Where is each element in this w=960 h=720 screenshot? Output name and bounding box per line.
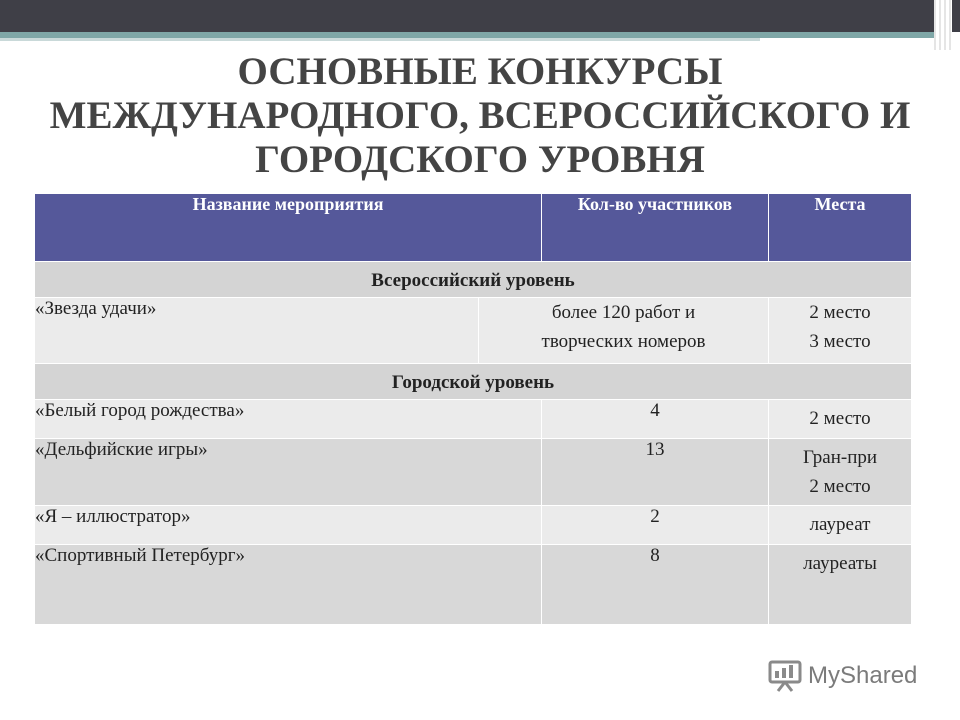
event-name: «Я – иллюстратор» xyxy=(35,506,542,545)
header-event-name: Название мероприятия xyxy=(35,194,542,262)
event-places: 2 место xyxy=(769,400,912,439)
contests-table xyxy=(34,193,912,625)
header-participants: Кол-во участников xyxy=(542,194,769,262)
event-name: «Звезда удачи» xyxy=(35,298,479,364)
event-places: лауреат xyxy=(769,506,912,545)
event-participants: более 120 работ и творческих номеров xyxy=(479,298,769,364)
event-places: лауреаты xyxy=(769,545,912,625)
event-participants: 8 xyxy=(542,545,769,625)
presentation-icon xyxy=(768,659,802,693)
header-places: Места xyxy=(769,194,912,262)
event-name: «Белый город рождества» xyxy=(35,400,542,439)
event-places: 2 место 3 место xyxy=(769,298,912,364)
section-all-russia: Всероссийский уровень xyxy=(35,262,912,298)
decorative-stripes xyxy=(934,0,952,50)
event-name: «Дельфийские игры» xyxy=(35,439,542,506)
accent-line-light xyxy=(0,38,760,41)
slide-title: ОСНОВНЫЕ КОНКУРСЫ МЕЖДУНАРОДНОГО, ВСЕРОССИЙСКОГО И ГОРОДСКОГО УРОВНЯ xyxy=(49,50,911,181)
event-name: «Спортивный Петербург» xyxy=(35,545,542,625)
event-participants: 4 xyxy=(542,400,769,439)
event-places: Гран-при 2 место xyxy=(769,439,912,506)
event-participants: 2 xyxy=(542,506,769,545)
watermark-logo xyxy=(768,656,917,696)
watermark-text: MyShared xyxy=(808,662,918,689)
event-participants: 13 xyxy=(542,439,769,506)
section-city: Городской уровень xyxy=(35,364,912,400)
top-bar xyxy=(0,0,960,32)
